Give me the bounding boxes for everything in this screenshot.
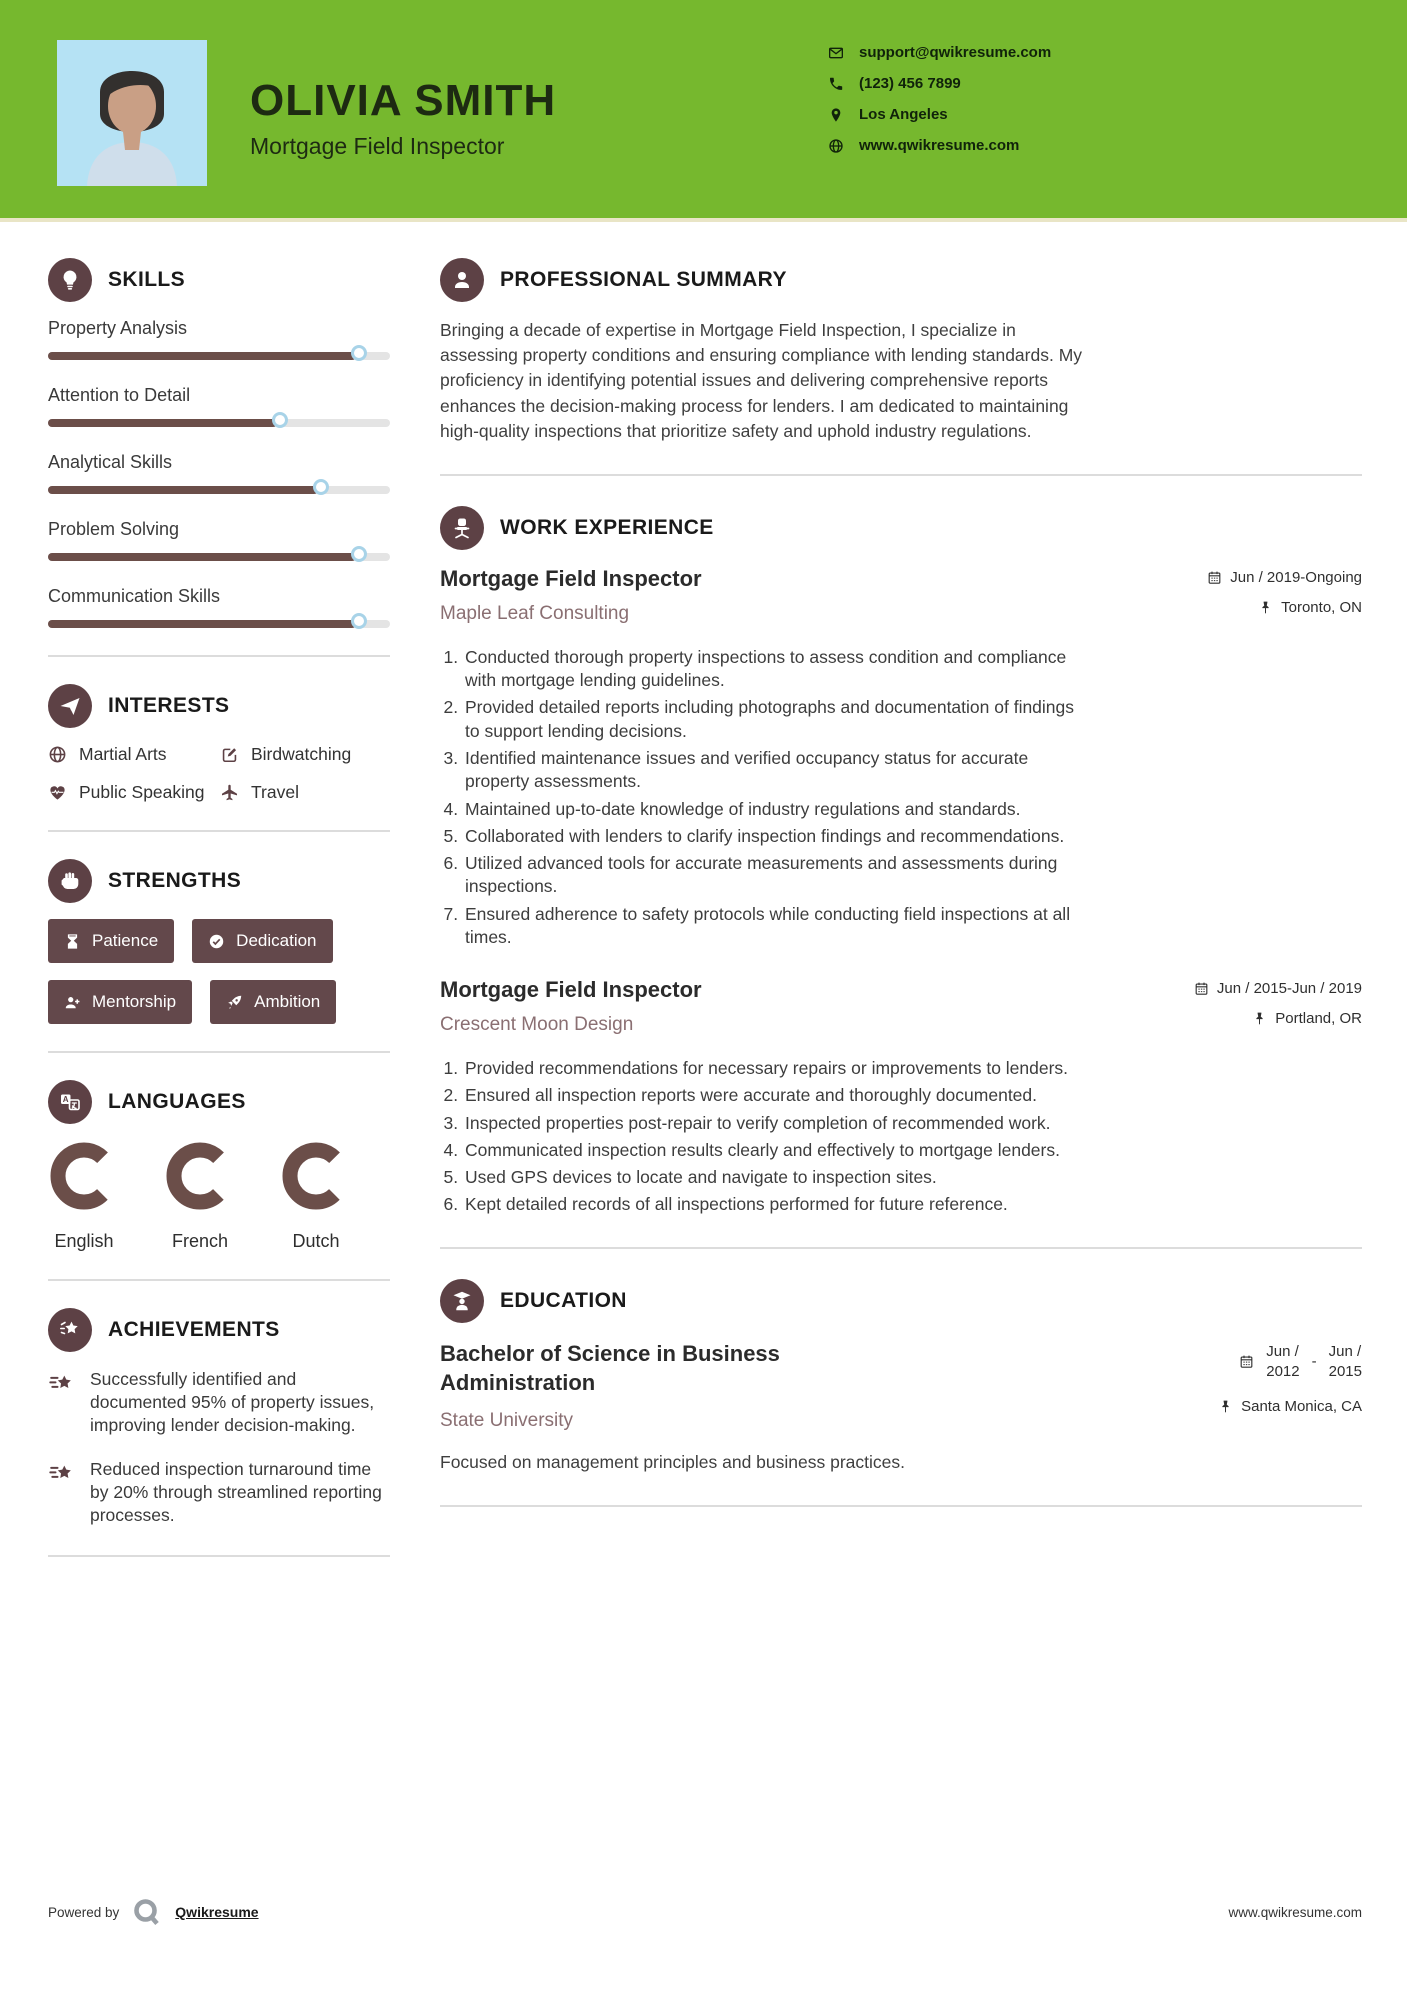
job-company: Crescent Moon Design [440, 1014, 634, 1036]
skill-item [48, 385, 390, 427]
summary-text: Bringing a decade of expertise in Mortgage Field Inspection, I specialize in assessing property conditions and ensuring compliance with lending standards. My proficiency in identifying potential issues and delivering comprehensive reports enhances the decision-making process for lenders. I am dedicated to maintaining high-quality inspections that prioritize safety and uphold industry regulations. [440, 320, 1083, 441]
education-date-row [1218, 1342, 1362, 1383]
skill-label: Communication Skills [48, 586, 221, 606]
education-title-block [440, 1339, 880, 1432]
job-entry [440, 977, 1362, 1217]
job-location-row [1207, 599, 1362, 616]
education-date-start: Jun / 2012 [1266, 1342, 1300, 1380]
contact-text: (123) 456 7899 [859, 75, 961, 92]
education-date-separator: - [1311, 1353, 1317, 1371]
strength-label: Mentorship [92, 992, 177, 1011]
education-description: Focused on management principles and business practices. [440, 1452, 905, 1473]
achievement-text: Successfully identified and documented 95% of property issues, improving lender decision-making. [90, 1369, 375, 1436]
qwikresume-link[interactable]: Qwikresume [175, 1904, 259, 1920]
divider [48, 1555, 390, 1557]
heartbeat-icon [48, 783, 67, 802]
job-bullets [440, 1057, 1088, 1217]
skill-slider-handle [272, 412, 288, 428]
contact-item [828, 106, 1051, 123]
paper-plane-icon [48, 684, 92, 728]
skill-item [48, 452, 390, 494]
powered-by-label: Powered by [48, 1904, 120, 1920]
calendar-icon [1239, 1354, 1254, 1369]
job-date-row [1194, 980, 1362, 997]
summary-section-header [440, 258, 1362, 302]
job-bullet: 6. Kept detailed records of all inspections performed for future reference. [463, 1193, 1088, 1216]
job-bullet: 4. Maintained up-to-date knowledge of industry regulations and standards. [463, 798, 1088, 821]
interests-section-header [48, 684, 390, 728]
experience-heading: WORK EXPERIENCE [500, 515, 714, 539]
graduate-icon [440, 1279, 484, 1323]
interest-item [220, 782, 390, 803]
language-label: Dutch [292, 1231, 340, 1251]
job-bullet: 5. Used GPS devices to locate and navigate to inspection sites. [463, 1166, 1088, 1189]
job-bullet: 6. Utilized advanced tools for accurate measurements and assessments during inspections. [463, 852, 1088, 899]
education-section-header [440, 1279, 1362, 1323]
strength-chip [192, 919, 332, 963]
sidebar [48, 258, 390, 1584]
education-school: State University [440, 1410, 574, 1432]
skill-item [48, 519, 390, 561]
strengths-heading: STRENGTHS [108, 869, 242, 892]
language-item [48, 1140, 120, 1252]
languages-list [48, 1140, 390, 1252]
divider [48, 655, 390, 657]
language-gauge [48, 1140, 120, 1217]
person-plus-icon [64, 994, 81, 1011]
skill-slider-fill [48, 486, 318, 494]
education-date-end: Jun / 2015 [1328, 1342, 1362, 1380]
language-label: French [171, 1231, 229, 1251]
job-location: Toronto, ON [1281, 598, 1362, 616]
job-bullet: 3. Inspected properties post-repair to verify completion of recommended work. [463, 1112, 1088, 1135]
contact-text: Los Angeles [859, 106, 948, 123]
hourglass-icon [64, 933, 81, 950]
profile-photo [57, 40, 207, 186]
skill-label: Analytical Skills [48, 452, 173, 472]
plane-icon [220, 783, 239, 802]
achievement-item [48, 1368, 390, 1437]
skill-slider-handle [313, 479, 329, 495]
email-icon [828, 45, 844, 61]
footer [48, 1896, 1362, 1928]
divider [440, 1505, 1362, 1507]
skills-list [48, 318, 390, 628]
strength-label: Dedication [236, 931, 317, 950]
content [0, 222, 1407, 1584]
divider [48, 1051, 390, 1053]
skill-slider-track [48, 553, 390, 561]
star-badge-icon [48, 1308, 92, 1352]
achievements-heading: ACHIEVEMENTS [108, 1318, 280, 1341]
education-entry [440, 1339, 1362, 1432]
lightbulb-icon [48, 258, 92, 302]
job-bullet: 1. Provided recommendations for necessary repairs or improvements to lenders. [463, 1057, 1088, 1080]
languages-section-header [48, 1080, 390, 1124]
job-location: Portland, OR [1275, 1010, 1362, 1028]
job-title-block [440, 977, 702, 1036]
language-label: English [54, 1231, 114, 1251]
skill-item [48, 318, 390, 360]
header [0, 0, 1407, 222]
strength-chip [210, 980, 336, 1024]
interest-item [48, 744, 220, 765]
person-title: Mortgage Field Inspector [250, 133, 505, 159]
job-bullet: 1. Conducted thorough property inspections to assess condition and compliance with mortgage lending guidelines. [463, 646, 1088, 693]
fist-icon [48, 859, 92, 903]
job-company: Maple Leaf Consulting [440, 602, 630, 624]
interest-item [48, 782, 220, 803]
job-meta [1194, 977, 1362, 1040]
skill-slider-fill [48, 352, 356, 360]
languages-heading: LANGUAGES [108, 1090, 246, 1113]
pushpin-icon [1218, 1399, 1233, 1414]
svg-text:A: A [62, 1095, 69, 1104]
contact-item [828, 75, 1051, 92]
skill-slider-fill [48, 620, 356, 628]
job-bullet: 4. Communicated inspection results clearly and effectively to mortgage lenders. [463, 1139, 1088, 1162]
job-bullets [440, 646, 1088, 949]
globe-icon [48, 745, 67, 764]
pushpin-icon [1252, 1011, 1267, 1026]
skill-slider-track [48, 419, 390, 427]
skill-slider-track [48, 620, 390, 628]
interest-label: Public Speaking [79, 782, 205, 802]
main-column [440, 258, 1362, 1584]
skill-slider-handle [351, 546, 367, 562]
phone-icon [828, 76, 844, 92]
job-location-row [1194, 1010, 1362, 1027]
job-title: Mortgage Field Inspector [440, 977, 702, 1003]
skill-slider-fill [48, 553, 356, 561]
rocket-icon [226, 994, 243, 1011]
skill-slider-track [48, 352, 390, 360]
contact-item [828, 137, 1051, 154]
translate-icon [48, 1080, 92, 1124]
job-bullet: 2. Provided detailed reports including photographs and documentation of findings to support lending decisions. [463, 696, 1088, 743]
education-meta [1218, 1339, 1362, 1429]
interest-item [220, 744, 390, 765]
skill-item [48, 586, 390, 628]
strength-label: Ambition [254, 992, 321, 1011]
pushpin-icon [1258, 600, 1273, 615]
skill-label: Property Analysis [48, 318, 188, 338]
profile-photo-image [57, 40, 207, 186]
skill-label: Attention to Detail [48, 385, 191, 405]
divider [440, 1247, 1362, 1249]
office-chair-icon [440, 506, 484, 550]
interest-label: Birdwatching [251, 744, 352, 764]
interest-label: Travel [251, 782, 299, 802]
education-location: Santa Monica, CA [1241, 1398, 1362, 1416]
divider [48, 1279, 390, 1281]
job-bullet: 2. Ensured all inspection reports were accurate and thoroughly documented. [463, 1084, 1088, 1107]
divider [440, 474, 1362, 476]
skill-slider-handle [351, 345, 367, 361]
job-meta [1207, 566, 1362, 629]
experience-section-header [440, 506, 1362, 550]
powered-by-block [48, 1896, 259, 1928]
job-bullet: 5. Collaborated with lenders to clarify inspection findings and recommendations. [463, 825, 1088, 848]
skill-slider-handle [351, 613, 367, 629]
job-entry [440, 566, 1362, 949]
location-icon [828, 107, 844, 123]
check-circle-icon [208, 933, 225, 950]
jobs-list [440, 566, 1362, 1217]
skill-label: Problem Solving [48, 519, 180, 539]
footer-site-url: www.qwikresume.com [1228, 1904, 1362, 1920]
language-item [280, 1140, 352, 1252]
skill-slider-fill [48, 419, 277, 427]
skills-heading: SKILLS [108, 268, 186, 291]
strengths-section-header [48, 859, 390, 903]
identity-block [250, 76, 556, 160]
job-header [440, 566, 1362, 629]
pencil-square-icon [220, 745, 239, 764]
strength-label: Patience [92, 931, 159, 950]
person-name: OLIVIA SMITH [250, 76, 557, 125]
job-bullet: 3. Identified maintenance issues and verified occupancy status for accurate property assessments. [463, 747, 1088, 794]
education-heading: EDUCATION [500, 1288, 627, 1312]
contact-text: support@qwikresume.com [859, 44, 1052, 61]
skill-slider-track [48, 486, 390, 494]
language-item [164, 1140, 236, 1252]
divider [48, 830, 390, 832]
qwikresume-logo-icon [131, 1896, 163, 1928]
language-gauge [164, 1140, 236, 1217]
shooting-star-icon [48, 1370, 75, 1397]
globe-icon [828, 138, 844, 154]
education-degree: Bachelor of Science in Business Administration [440, 1340, 780, 1396]
language-gauge [280, 1140, 352, 1217]
job-title: Mortgage Field Inspector [440, 565, 702, 591]
achievement-item [48, 1458, 390, 1527]
contact-item [828, 44, 1051, 61]
achievement-text: Reduced inspection turnaround time by 20% through streamlined reporting processes. [90, 1459, 382, 1526]
job-header [440, 977, 1362, 1040]
contact-text: www.qwikresume.com [859, 137, 1020, 154]
job-title-block [440, 566, 702, 625]
job-date: Jun / 2019-Ongoing [1230, 568, 1362, 586]
strength-chip [48, 919, 174, 963]
skills-section-header [48, 258, 390, 302]
interests-list [48, 744, 390, 803]
job-date: Jun / 2015-Jun / 2019 [1216, 980, 1362, 998]
job-date-row [1207, 569, 1362, 586]
contact-list [828, 44, 1051, 154]
achievements-section-header [48, 1308, 390, 1352]
strength-chip [48, 980, 192, 1024]
achievements-list [48, 1368, 390, 1528]
calendar-icon [1207, 570, 1222, 585]
person-icon [440, 258, 484, 302]
job-bullet: 7. Ensured adherence to safety protocols while conducting field inspections at all times. [463, 903, 1088, 950]
shooting-star-icon [48, 1460, 75, 1487]
summary-heading: PROFESSIONAL SUMMARY [500, 268, 787, 291]
interests-heading: INTERESTS [108, 694, 230, 717]
education-location-row [1218, 1398, 1362, 1415]
calendar-icon [1194, 981, 1209, 996]
interest-label: Martial Arts [79, 744, 167, 764]
strengths-list [48, 919, 390, 1024]
